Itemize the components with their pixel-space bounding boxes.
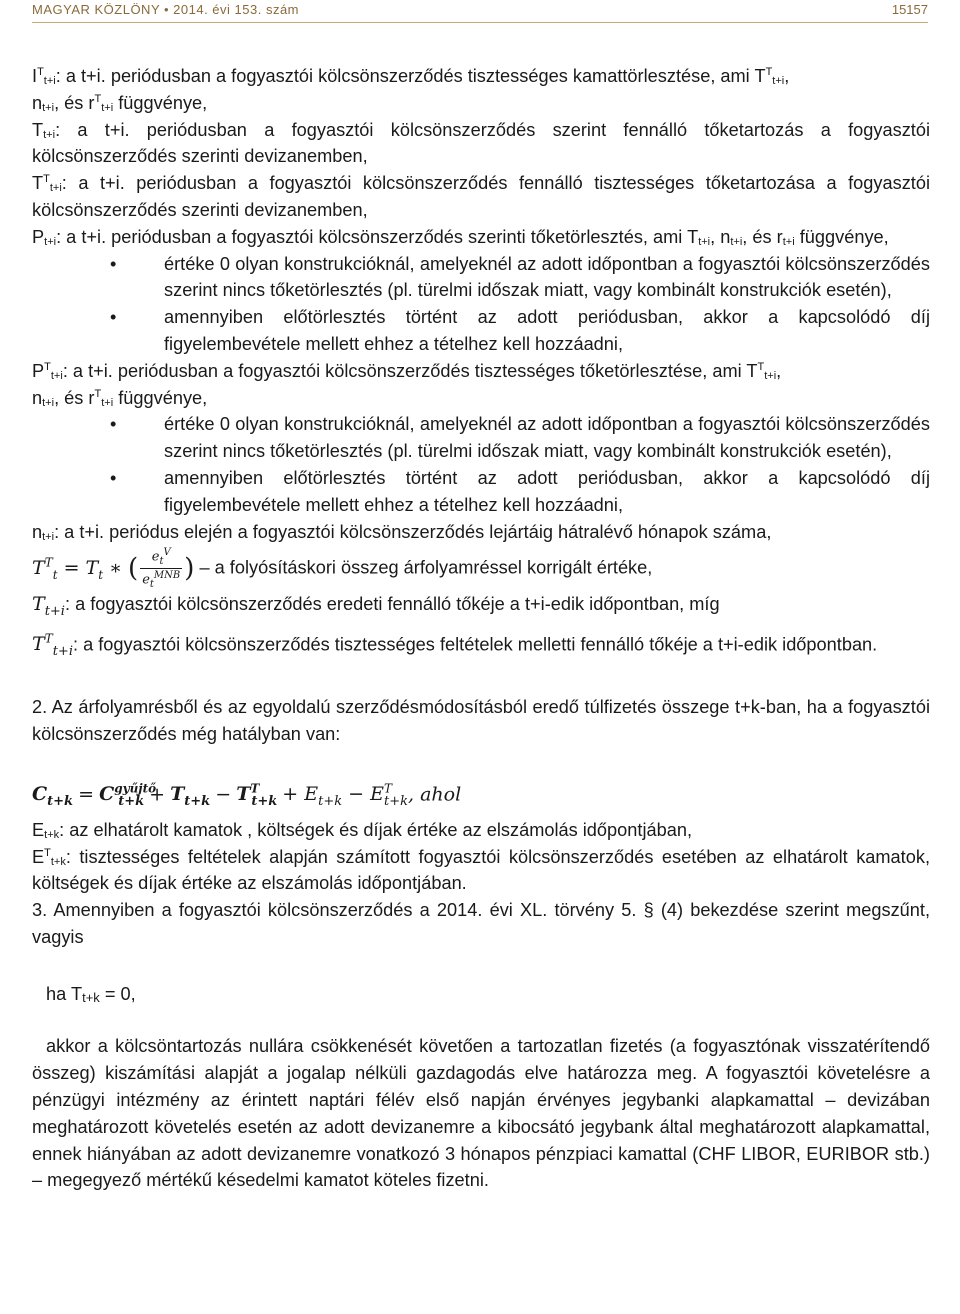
page-header bbox=[32, 0, 928, 20]
spacer bbox=[32, 951, 930, 981]
bullet-icon: • bbox=[110, 307, 117, 328]
bullet-icon: • bbox=[110, 414, 117, 435]
def-et-line: $E^Tt+k$: tisztességes feltételek alapján számított fogyasztói kölcsönszerződés esetében az elhatárolt kamatok, költségek és díjak értéke az elszámolás időpontjában. bbox=[32, 846, 930, 894]
page-number: 15157 bbox=[891, 2, 928, 17]
bullet-item: • amennyiben előtörlesztés történt az adott periódusban, akkor a kapcsolódó díj figyelembevétele mellett ehhez a tételhez kell hozzáadni, bbox=[32, 465, 930, 519]
main-content bbox=[32, 63, 930, 1194]
def-n-line: nt+i: a t+i. periódus elején a fogyasztói kölcsönszerződés lejártáig hátralévő hónapok száma, bbox=[32, 521, 772, 543]
bullet-item: • értéke 0 olyan konstrukcióknál, amelyeknél az adott időpontban a fogyasztói kölcsönszerződés szerint nincs tőketörlesztés (pl. türelmi időszak miatt, vagy kombinált konstrukciók esetén), bbox=[32, 411, 930, 465]
condition-line: ha Tt+k = 0, bbox=[46, 983, 136, 1005]
def-e-line: Et+k: az elhatárolt kamatok , költségek és díjak értéke az elszámolás időpontjában, bbox=[32, 819, 692, 841]
section-2-intro: 2. Az árfolyamrésből és az egyoldalú szerződésmódosításból eredő túlfizetés összege t+k-ban, ha a fogyasztói kölcsönszerződés még hatályban van: bbox=[32, 696, 930, 744]
header-rule bbox=[32, 22, 928, 23]
bullet-item: • értéke 0 olyan konstrukcióknál, amelyeknél az adott időpontban a fogyasztói kölcsönszerződés szerint nincs tőketörlesztés (pl. türelmi időszak miatt, vagy kombinált konstrukciók esetén), bbox=[32, 251, 930, 305]
def-p-line: Pt+i: a t+i. periódusban a fogyasztói kölcsönszerződés szerinti tőketörlesztés, ami Tt+i, nt+i, és rt+i függvénye, bbox=[32, 226, 889, 248]
formula-tt: $T^T_t = T_t$ ∗ ( $\frac{e_t^V}{e_t^{MNB}}$ ) – a folyósításkori összeg árfolyamréssel korrigált értéke, bbox=[32, 547, 653, 591]
formula-c: $C_{t+k} = C^{gyűjtő}_{t+k} + T_{t+k} - T^T_{t+k} + E_{t+k} - E^T_{t+k}$, ahol bbox=[32, 781, 462, 809]
def-t-line: Tt+i: a t+i. periódusban a fogyasztói kölcsönszerződés szerint fennálló tőketartozás a fogyasztói kölcsönszerződés szerinti devizanemben, bbox=[32, 119, 930, 167]
def-pt-line: $P^Tt+i$: a t+i. periódusban a fogyasztói kölcsönszerződés tisztességes tőketörlesztése, ami $T^Tt+i$, nt+i, és $r^Tt+i$ függvénye, bbox=[32, 360, 782, 409]
def-tti-line: $T_{t+i}$: a fogyasztói kölcsönszerződés eredeti fennálló tőkéje a t+i-edik időpontban, míg bbox=[32, 593, 720, 620]
def-ttti-line: $T^T_{t+i}$: a fogyasztói kölcsönszerződés tisztességes feltételek melletti fennálló tőkéje a t+i-edik időpontban. bbox=[32, 632, 878, 660]
spacer bbox=[32, 1007, 930, 1033]
journal-title: MAGYAR KÖZLÖNY • 2014. évi 153. szám bbox=[32, 2, 299, 17]
section-3-body: akkor a kölcsöntartozás nullára csökkenését követően a tartozatlan fizetés (a fogyasztónak visszatérítendő összeg) kiszámítási alapját a jogalap nélküli gazdagodás elve határozza meg. A fogyasztói követelésre a pénzügyi intézmény az érintett naptári félév első napján érvényes jegybanki alapkamattal – devizában meghatározott követelés esetén az adott devizanemre a kibocsátó jegybank által meghatározott alapkamattal, ennek hiányában az adott devizanemre vonatkozó 3 hónapos pénzpiaci kamattal (CHF LIBOR, EURIBOR stb.) – megegyező mértékű késedelmi kamatot köteles fizetni. bbox=[32, 1036, 930, 1191]
bullet-item: • amennyiben előtörlesztés történt az adott periódusban, akkor a kapcsolódó díj figyelembevétele mellett ehhez a tételhez kell hozzáadni, bbox=[32, 304, 930, 358]
spacer bbox=[32, 748, 930, 774]
bullet-icon: • bbox=[110, 467, 117, 488]
section-3-intro: 3. Amennyiben a fogyasztói kölcsönszerződés a 2014. évi XL. törvény 5. § (4) bekezdése szerint megszűnt, vagyis bbox=[32, 900, 930, 947]
def-i-line: $I^Tt+i$: a t+i. periódusban a fogyasztói kölcsönszerződés tisztességes kamattörlesztése, ami $T^Tt+i$, nt+i, és $r^Tt+i$ függvénye, bbox=[32, 66, 790, 114]
def-tt-line: $T^Tt+i$: a t+i. periódusban a fogyasztói kölcsönszerződés fennálló tisztességes tőketartozása a fogyasztói kölcsönszerződés szerinti devizanemben, bbox=[32, 173, 930, 220]
spacer bbox=[32, 666, 930, 694]
bullet-icon: • bbox=[110, 253, 117, 274]
